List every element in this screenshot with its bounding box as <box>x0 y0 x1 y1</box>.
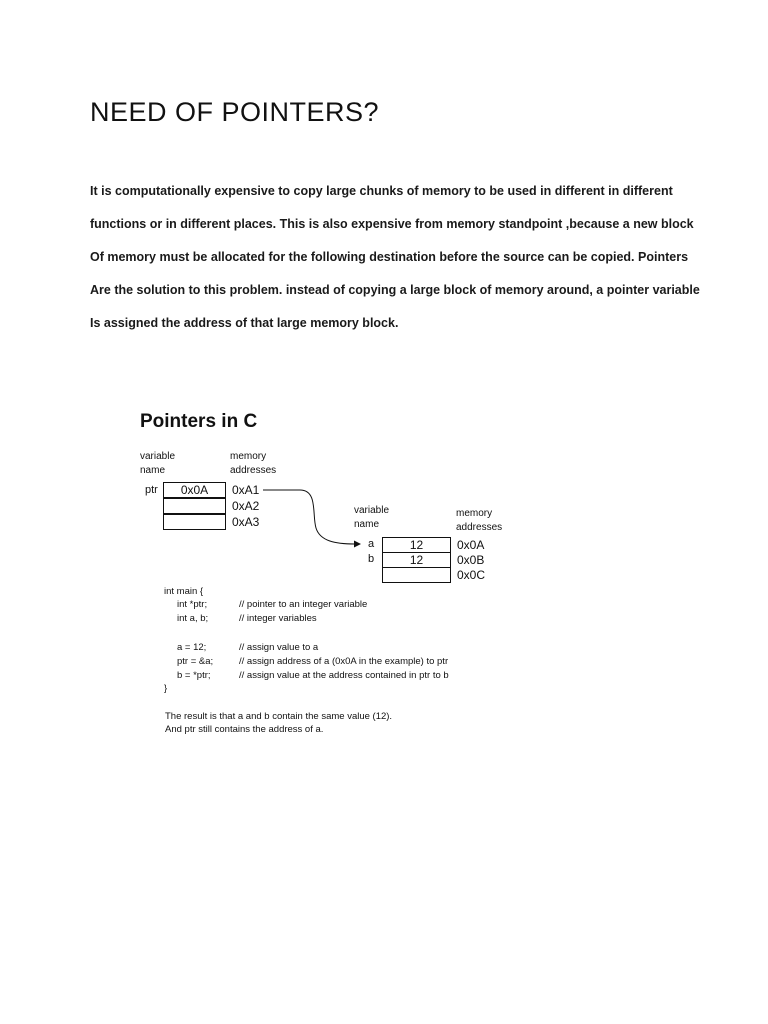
code-close: } <box>164 683 168 694</box>
paragraph-line: It is computationally expensive to copy large chunks of memory to be used in different in different <box>90 184 673 198</box>
right-variable-name-label <box>354 504 389 532</box>
label-line: name <box>354 519 380 530</box>
code-line <box>177 641 318 654</box>
result-line: The result is that a and b contain the same value (12). <box>165 711 393 722</box>
label-line: variable <box>354 505 390 516</box>
memory-cell <box>382 567 451 583</box>
code-comment: // pointer to an integer variable <box>239 599 368 610</box>
memory-cell: 0x0A <box>163 482 226 498</box>
code-statement: b = *ptr; <box>177 670 211 681</box>
code-statement: int *ptr; <box>177 599 208 610</box>
memory-address: 0xA1 <box>232 483 260 497</box>
code-line <box>177 598 367 611</box>
code-open: int main { <box>164 586 204 597</box>
code-statement: ptr = &a; <box>177 656 214 667</box>
label-line: variable <box>140 451 176 462</box>
arrow-line <box>263 490 355 544</box>
var-b: b <box>368 553 375 565</box>
arrow-head <box>354 541 361 548</box>
memory-address: 0x0B <box>457 553 485 567</box>
var-a: a <box>368 538 375 550</box>
paragraph-line: Is assigned the address of that large memory block. <box>90 316 399 330</box>
memory-address: 0xA3 <box>232 515 260 529</box>
figure-title: Pointers in C <box>140 411 258 432</box>
label-line: name <box>140 465 166 476</box>
code-statement: a = 12; <box>177 642 207 653</box>
paragraph-line: functions or in different places. This is also expensive from memory standpoint ,because a new block <box>90 217 694 231</box>
code-comment: // assign value to a <box>239 642 319 653</box>
memory-address: 0xA2 <box>232 499 260 513</box>
memory-cell: 12 <box>382 552 451 568</box>
code-comment: // integer variables <box>239 613 317 624</box>
label-line: memory <box>230 451 267 462</box>
label-line: addresses <box>456 522 503 533</box>
page-heading: NEED OF POINTERS? <box>90 97 380 127</box>
var-ptr: ptr <box>145 484 158 496</box>
memory-address: 0x0A <box>457 538 485 552</box>
code-line <box>177 655 448 668</box>
code-line <box>177 669 449 682</box>
paragraph-line: Of memory must be allocated for the following destination before the source can be copied. Pointers <box>90 250 689 264</box>
result-line: And ptr still contains the address of a. <box>165 724 324 735</box>
code-statement: int a, b; <box>177 613 209 624</box>
memory-cell: 12 <box>382 537 451 553</box>
code-comment: // assign address of a (0x0A in the example) to ptr <box>239 656 449 667</box>
code-line <box>177 612 317 625</box>
right-memory-address-label <box>456 507 502 535</box>
memory-address: 0x0C <box>457 568 486 582</box>
code-comment: // assign value at the address contained in ptr to b <box>239 670 449 681</box>
label-line: addresses <box>230 465 277 476</box>
label-line: memory <box>456 508 493 519</box>
result-text <box>165 710 392 736</box>
paragraph-line: Are the solution to this problem. instead of copying a large block of memory around, a pointer variable <box>90 283 700 297</box>
